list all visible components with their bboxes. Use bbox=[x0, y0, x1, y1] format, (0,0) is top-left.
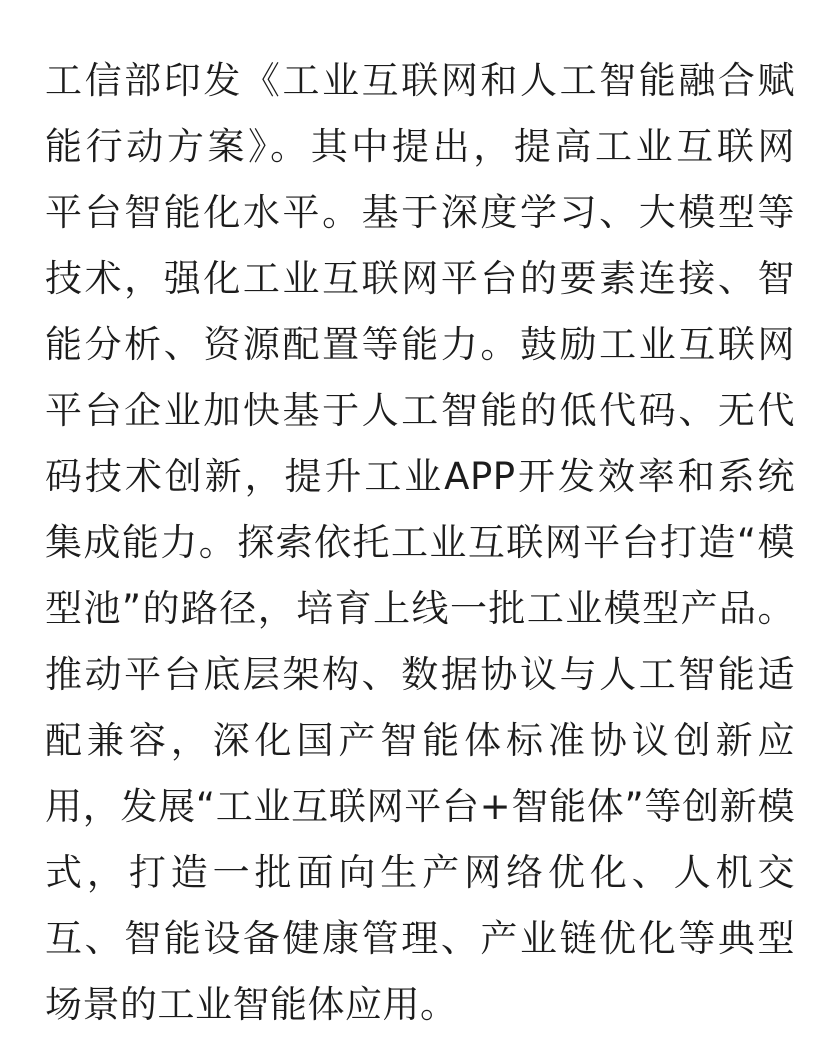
article-line-last: 场景的工业智能体应用。 bbox=[45, 983, 458, 1026]
article-line: 码技术创新，提升工业APP开发效率和系统 bbox=[45, 455, 795, 498]
article-line: 配兼容，深化国产智能体标准协议创新应 bbox=[45, 719, 795, 762]
article-line: 工信部印发《工业互联网和人工智能融合赋 bbox=[45, 59, 795, 102]
article-line: 技术，强化工业互联网平台的要素连接、智 bbox=[45, 257, 795, 300]
article-line: 集成能力。探索依托工业互联网平台打造“模 bbox=[45, 521, 795, 564]
article-line: 能分析、资源配置等能力。鼓励工业互联网 bbox=[45, 323, 795, 366]
article-line: 式，打造一批面向生产网络优化、人机交 bbox=[45, 851, 795, 894]
article-line: 推动平台底层架构、数据协议与人工智能适 bbox=[45, 653, 795, 696]
article-body bbox=[45, 48, 795, 1038]
article-line: 平台智能化水平。基于深度学习、大模型等 bbox=[45, 191, 795, 234]
article-line: 互、智能设备健康管理、产业链优化等典型 bbox=[45, 917, 795, 960]
article-line: 能行动方案》。其中提出，提高工业互联网 bbox=[45, 125, 795, 168]
article-line: 型池”的路径，培育上线一批工业模型产品。 bbox=[45, 587, 795, 630]
article-line: 平台企业加快基于人工智能的低代码、无代 bbox=[45, 389, 795, 432]
article-line: 用，发展“工业互联网平台+智能体”等创新模 bbox=[45, 785, 795, 828]
